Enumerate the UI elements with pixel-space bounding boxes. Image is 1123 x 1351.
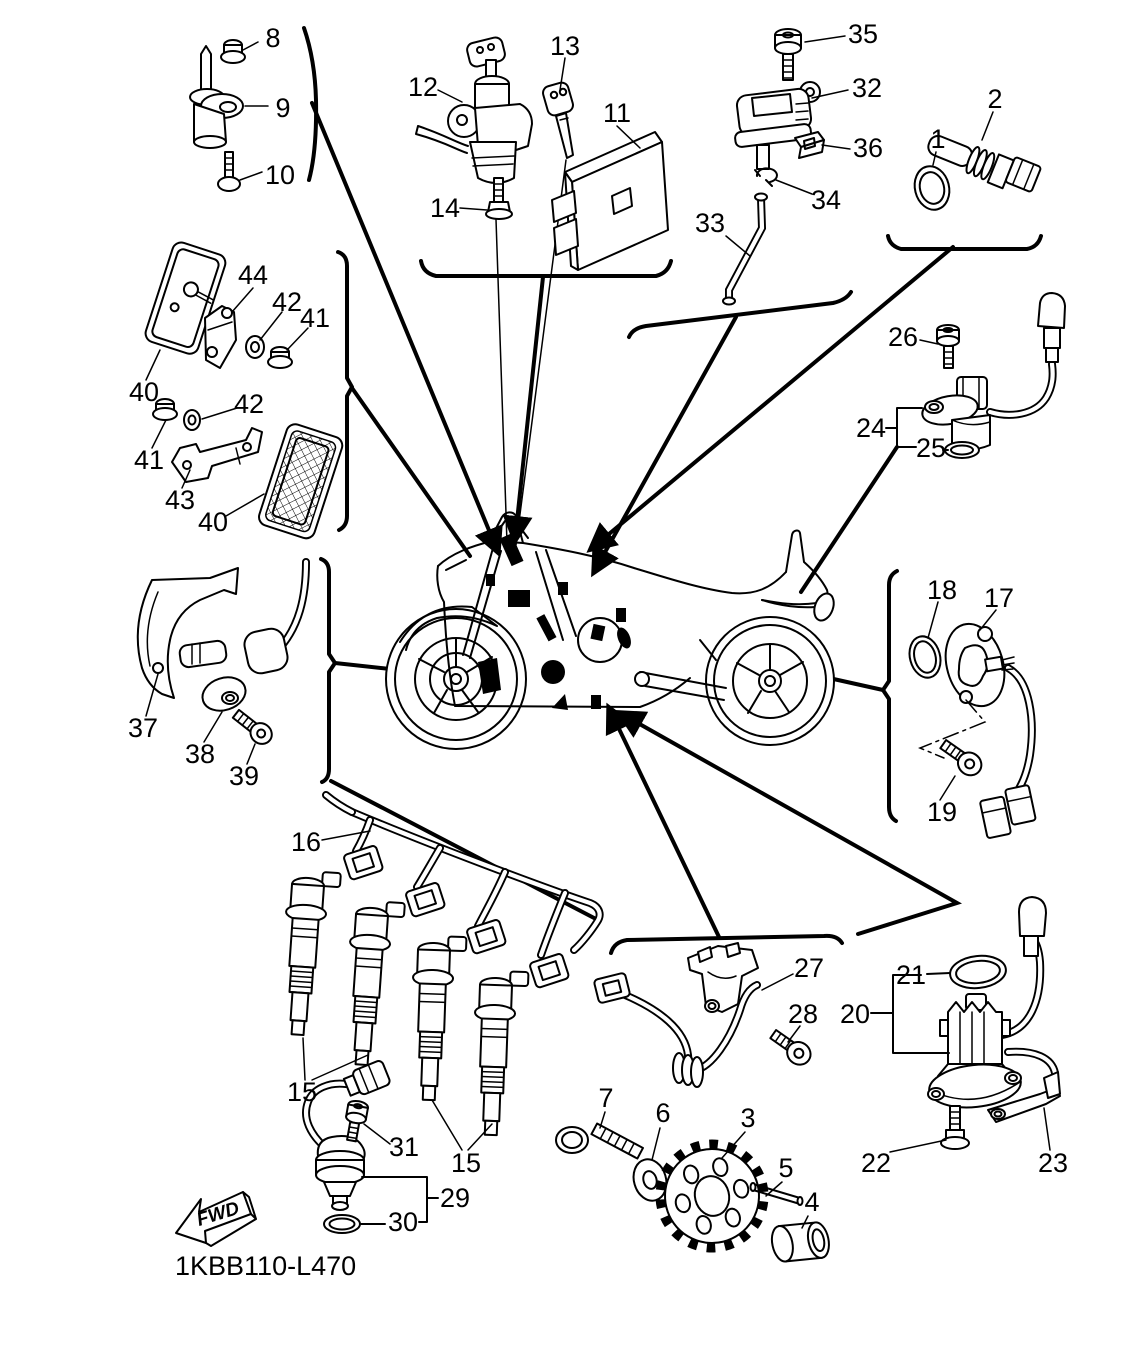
callout-11: 11: [602, 98, 632, 128]
group-gear-position-sensor: [905, 602, 1037, 838]
callout-36: 36: [852, 133, 884, 163]
sensor-connector: [342, 1060, 391, 1100]
nut-41-top: [268, 347, 292, 368]
bolt-39: [230, 706, 276, 748]
callout-40a: 40: [128, 377, 160, 407]
callout-41b: 41: [133, 445, 165, 475]
group-cam-sensor: [886, 293, 1065, 458]
callout-25: 25: [915, 433, 947, 463]
callout-37: 37: [127, 713, 159, 743]
rear-wheel: [706, 617, 834, 745]
callout-35: 35: [847, 19, 879, 49]
fwd-arrow: [176, 1192, 256, 1246]
callout-9: 9: [275, 93, 291, 123]
callout-18: 18: [926, 575, 958, 605]
switch-body-20: [927, 897, 1055, 1112]
group-speed-sensor: [138, 562, 306, 764]
callout-24: 24: [855, 413, 887, 443]
callout-1: 1: [930, 124, 946, 154]
callout-20: 20: [839, 999, 871, 1029]
callout-40b: 40: [197, 507, 229, 537]
callout-19: 19: [926, 797, 958, 827]
group-ignition-coils: [278, 795, 600, 1150]
callout-5: 5: [778, 1153, 794, 1183]
callout-7: 7: [598, 1083, 614, 1113]
socket-bolt-26: [937, 325, 959, 368]
spare-key: [541, 81, 574, 158]
callout-32: 32: [851, 73, 883, 103]
hose-clamp-34: [755, 168, 777, 186]
callout-6: 6: [655, 1098, 671, 1128]
callout-33: 33: [694, 208, 726, 238]
sensor-27: [594, 943, 758, 1087]
group-air-temp-sensor: [190, 40, 268, 191]
rotor-sprocket-3: [649, 1133, 775, 1259]
callout-4: 4: [804, 1187, 820, 1217]
callout-13: 13: [549, 31, 581, 61]
callout-14: 14: [429, 193, 461, 223]
callout-31: 31: [388, 1132, 420, 1162]
collar-4: [769, 1217, 832, 1268]
callout-30: 30: [387, 1207, 419, 1237]
callout-15a: 15: [286, 1077, 318, 1107]
callout-34: 34: [810, 185, 842, 215]
callout-10: 10: [264, 160, 296, 190]
callout-3: 3: [740, 1103, 756, 1133]
callout-26: 26: [887, 322, 919, 352]
cam-sensor-24: [920, 293, 1065, 450]
callout-12: 12: [407, 72, 439, 102]
callout-16: 16: [290, 827, 322, 857]
callout-15b: 15: [450, 1148, 482, 1178]
ignition-switch: [416, 36, 532, 183]
switch-bolt: [486, 178, 512, 219]
callout-43: 43: [164, 485, 196, 515]
hose-33: [723, 194, 767, 305]
callout-29: 29: [439, 1183, 471, 1213]
callout-38: 38: [184, 739, 216, 769]
bracket-43: [172, 428, 262, 482]
fwd-label: FWD: [194, 1198, 242, 1231]
callout-27: 27: [793, 953, 825, 983]
callout-22: 22: [860, 1148, 892, 1178]
reflector-40-bottom: [257, 422, 345, 541]
front-wheel: [386, 609, 526, 749]
group-neutral-switch: [871, 897, 1060, 1152]
callout-41a: 41: [299, 303, 331, 333]
callout-21: 21: [895, 960, 927, 990]
callout-42b: 42: [233, 389, 265, 419]
group-main-switch-ecu: [416, 36, 668, 270]
socket-bolt-35: [775, 29, 801, 80]
callout-2: 2: [987, 84, 1003, 114]
callout-8: 8: [265, 23, 281, 53]
clip-36: [795, 132, 824, 158]
callout-44: 44: [237, 260, 269, 290]
callout-23: 23: [1037, 1148, 1069, 1178]
callout-17: 17: [983, 583, 1015, 613]
callout-39: 39: [228, 761, 260, 791]
group-timing-rotor: [556, 1112, 832, 1267]
bracket-44: [205, 306, 236, 368]
sensor-29: [316, 1136, 365, 1210]
callout-42a: 42: [271, 287, 303, 317]
flange-bolt-7: [556, 1124, 643, 1159]
group-pressure-sensor: [723, 29, 850, 305]
group-sidestand-sensor: [594, 943, 815, 1087]
diagram-code: 1KBB110-L470: [175, 1251, 357, 1281]
bolt-22: [941, 1106, 969, 1149]
bolt-28: [766, 1026, 815, 1069]
callout-28: 28: [787, 999, 819, 1029]
